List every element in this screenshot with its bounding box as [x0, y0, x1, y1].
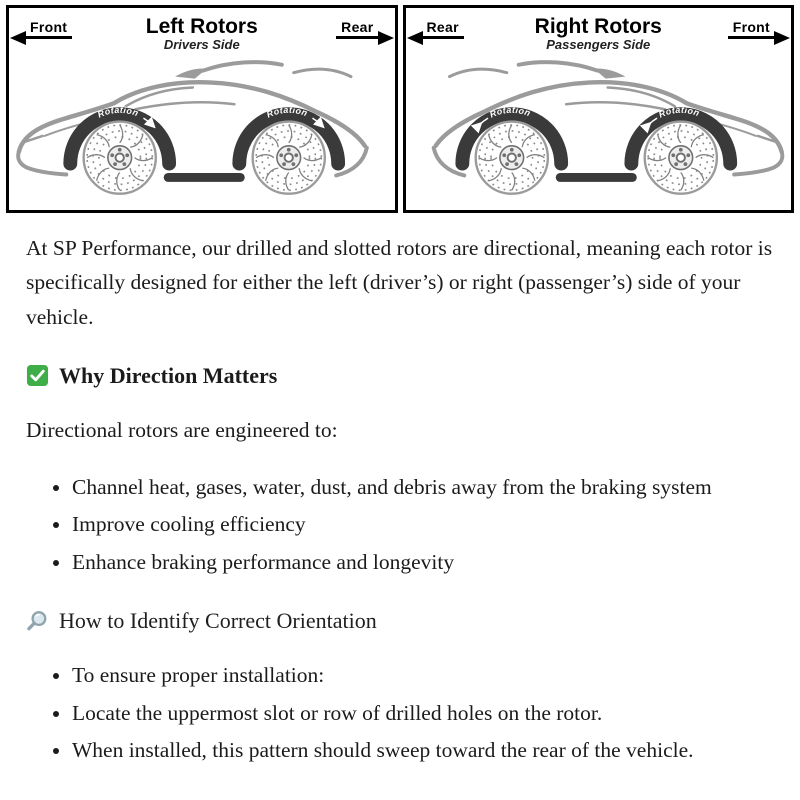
- left-car-illustration: [9, 54, 395, 204]
- bullet-item: • Enhance braking performance and longevity: [72, 545, 774, 579]
- rotation-label: Rotation: [656, 104, 701, 120]
- left-arrowhead-icon: [407, 31, 423, 45]
- right-arrowhead-icon: [774, 31, 790, 45]
- section-heading-why-direction-matters: [26, 358, 774, 393]
- rear-arrow-label: Rear: [426, 19, 459, 35]
- section1-heading-text: Why Direction Matters: [59, 363, 278, 389]
- rotation-label: Rotation: [265, 104, 310, 120]
- rotation-label: Rotation: [487, 104, 532, 120]
- front-wheel-rotor: [84, 121, 156, 193]
- left-arrowhead-icon: [10, 31, 26, 45]
- bullet-item: • Improve cooling efficiency: [72, 507, 774, 541]
- front-arrow-label: Front: [30, 19, 68, 35]
- section1-lead: Directional rotors are engineered to:: [26, 418, 338, 443]
- right-car-illustration: [406, 54, 792, 204]
- right-panel-subtitle: Passengers Side: [546, 37, 651, 53]
- section2-bullet-list: [72, 658, 774, 767]
- front-direction-arrow: [728, 19, 775, 39]
- right-panel-title: Right Rotors: [534, 15, 662, 38]
- rear-direction-arrow: [336, 19, 378, 39]
- rotor-direction-diagram: [0, 0, 800, 217]
- right-panel-header: [406, 8, 792, 52]
- bullet-item: • To ensure proper installation:: [72, 658, 774, 692]
- rear-arrow-label: Rear: [341, 19, 374, 35]
- rear-direction-arrow: [422, 19, 464, 39]
- check-icon: [26, 364, 49, 387]
- left-panel-subtitle: Drivers Side: [163, 37, 240, 53]
- right-rotors-panel: [403, 5, 795, 213]
- bullet-item: • Locate the uppermost slot or row of drilled holes on the rotor.: [72, 696, 774, 730]
- front-arrow-label: Front: [732, 19, 770, 35]
- magnifier-icon: [26, 609, 49, 632]
- left-panel-header: [9, 8, 395, 52]
- left-panel-title: Left Rotors: [145, 15, 258, 38]
- right-arrowhead-icon: [378, 31, 394, 45]
- intro-paragraph: At SP Performance, our drilled and slotted rotors are directional, meaning each rotor is specifically designed for either the left (driver’s) or right (passenger’s) side of your vehicle.: [26, 236, 773, 329]
- bullet-item: • Channel heat, gases, water, dust, and debris away from the braking system: [72, 470, 774, 504]
- left-rotors-panel: [6, 5, 398, 213]
- front-wheel-rotor: [644, 121, 716, 193]
- section1-bullet-list: [72, 470, 774, 579]
- article-body: [0, 217, 800, 767]
- front-direction-arrow: [25, 19, 72, 39]
- rear-wheel-rotor: [253, 121, 325, 193]
- rear-wheel-rotor: [475, 121, 547, 193]
- section-heading-identify-orientation: [26, 603, 774, 638]
- bullet-item: • When installed, this pattern should sweep toward the rear of the vehicle.: [72, 733, 774, 767]
- section2-heading-text: How to Identify Correct Orientation: [59, 607, 377, 633]
- rotation-label: Rotation: [96, 104, 140, 120]
